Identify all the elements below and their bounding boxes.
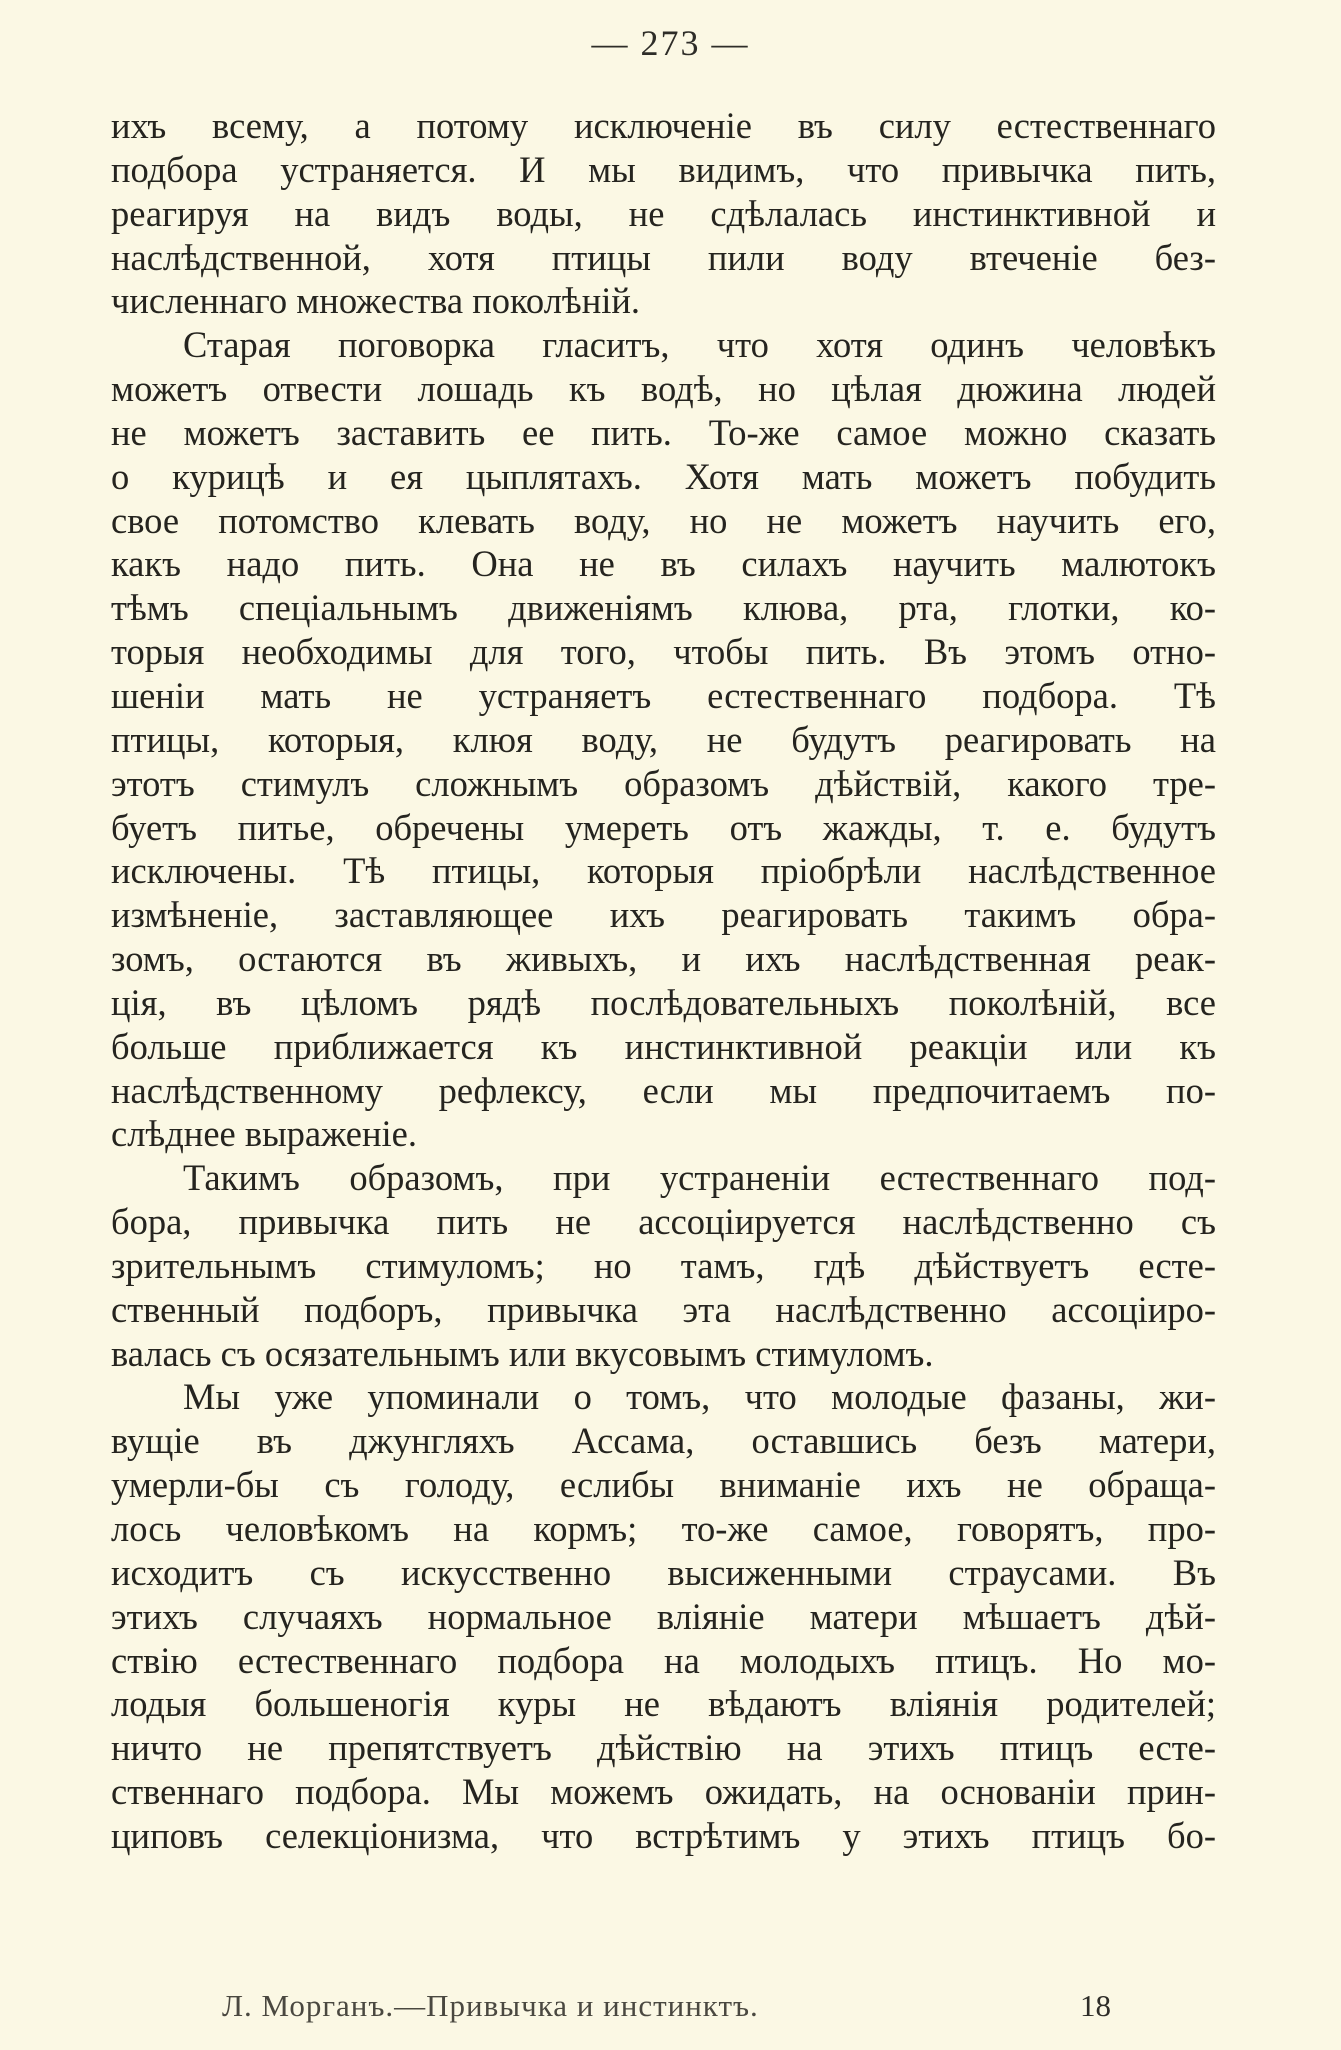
body-text (111, 104, 1216, 1858)
text-line: бора, привычка пить не ассоціируется наслѣдственно съ (111, 1201, 1216, 1243)
text-line: лось человѣкомъ на кормъ; то-же самое, говорятъ, про- (111, 1508, 1216, 1549)
text-line: реагируя на видъ воды, не сдѣлалась инстинктивной и (111, 192, 1216, 234)
text-line: ственный подборъ, привычка эта наслѣдственно ассоціиро- (111, 1288, 1216, 1330)
text-line: не можетъ заставить ее пить. То-же самое можно сказать (111, 411, 1216, 453)
text-line: этихъ случаяхъ нормальное вліяніе матери мѣшаетъ дѣй- (111, 1595, 1216, 1637)
text-line: Старая поговорка гласитъ, что хотя одинъ человѣкъ (183, 324, 1216, 366)
text-line: можетъ отвести лошадь къ водѣ, но цѣлая дюжина людей (111, 368, 1216, 410)
text-line: исходитъ съ искусственно высиженными страусами. Въ (111, 1551, 1216, 1593)
text-line: буетъ питье, обречены умереть отъ жажды, т. е. будутъ (111, 806, 1216, 848)
text-line: исключены. Тѣ птицы, которыя пріобрѣли наслѣдственное (111, 850, 1216, 892)
text-line: ихъ всему, а потому исключеніе въ силу естественнаго (111, 105, 1216, 146)
text-line: Такимъ образомъ, при устраненіи естественнаго под- (183, 1157, 1216, 1199)
text-line: валась съ осязательнымъ или вкусовымъ стимуломъ. (111, 1332, 934, 1374)
text-line: шеніи мать не устраняетъ естественнаго подбора. Тѣ (111, 674, 1216, 716)
page-footer (0, 1988, 1341, 2032)
text-line: наслѣдственному рефлексу, если мы предпочитаемъ по- (111, 1069, 1216, 1111)
text-line: о курицѣ и ея цыплятахъ. Хотя мать можетъ побудить (111, 455, 1216, 497)
text-line: торыя необходимы для того, чтобы пить. Въ этомъ отно- (111, 631, 1216, 673)
text-line: этотъ стимулъ сложнымъ образомъ дѣйствій, какого тре- (111, 762, 1216, 804)
text-line: умерли-бы съ голоду, еслибы вниманіе ихъ не обраща- (111, 1464, 1216, 1506)
text-line: зомъ, остаются въ живыхъ, и ихъ наслѣдственная реак- (111, 938, 1216, 980)
text-line: птицы, которыя, клюя воду, не будутъ реагировать на (111, 718, 1216, 760)
text-line: циповъ селекціонизма, что встрѣтимъ у этихъ птицъ бо- (111, 1814, 1216, 1856)
text-line: больше приближается къ инстинктивной реакціи или къ (111, 1025, 1216, 1067)
text-line: измѣненіе, заставляющее ихъ реагировать такимъ обра- (111, 894, 1216, 936)
text-line: Мы уже упоминали о томъ, что молодые фазаны, жи- (183, 1376, 1216, 1418)
text-line: слѣднее выраженіе. (111, 1113, 418, 1155)
running-title: Л. Морганъ.—Привычка и инстинктъ. (222, 1988, 759, 2023)
text-line: подбора устраняется. И мы видимъ, что привычка пить, (111, 148, 1216, 190)
text-line: наслѣдственной, хотя птицы пили воду втеченіе без- (111, 236, 1216, 278)
text-line: какъ надо пить. Она не въ силахъ научить малютокъ (111, 543, 1216, 585)
text-line: свое потомство клевать воду, но не можетъ научить его, (111, 499, 1216, 541)
text-line: ственнаго подбора. Мы можемъ ожидать, на основаніи прин- (111, 1771, 1216, 1813)
text-line: тѣмъ спеціальнымъ движеніямъ клюва, рта, глотки, ко- (111, 587, 1216, 629)
text-line: лодыя большеногія куры не вѣдаютъ вліянія родителей; (111, 1683, 1216, 1725)
page-number: — 273 — (591, 23, 750, 63)
text-line: ствію естественнаго подбора на молодыхъ птицъ. Но мо- (111, 1639, 1216, 1681)
text-line: ничто не препятствуетъ дѣйствію на этихъ птицъ есте- (111, 1727, 1216, 1769)
text-line: вущіе въ джунгляхъ Ассама, оставшись безъ матери, (111, 1420, 1216, 1462)
text-line: ція, въ цѣломъ рядѣ послѣдовательныхъ поколѣній, все (111, 981, 1216, 1023)
signature-mark: 18 (1080, 1988, 1111, 2023)
text-line: зрительнымъ стимуломъ; но тамъ, гдѣ дѣйствуетъ есте- (111, 1244, 1216, 1286)
text-line: численнаго множества поколѣній. (111, 280, 641, 322)
